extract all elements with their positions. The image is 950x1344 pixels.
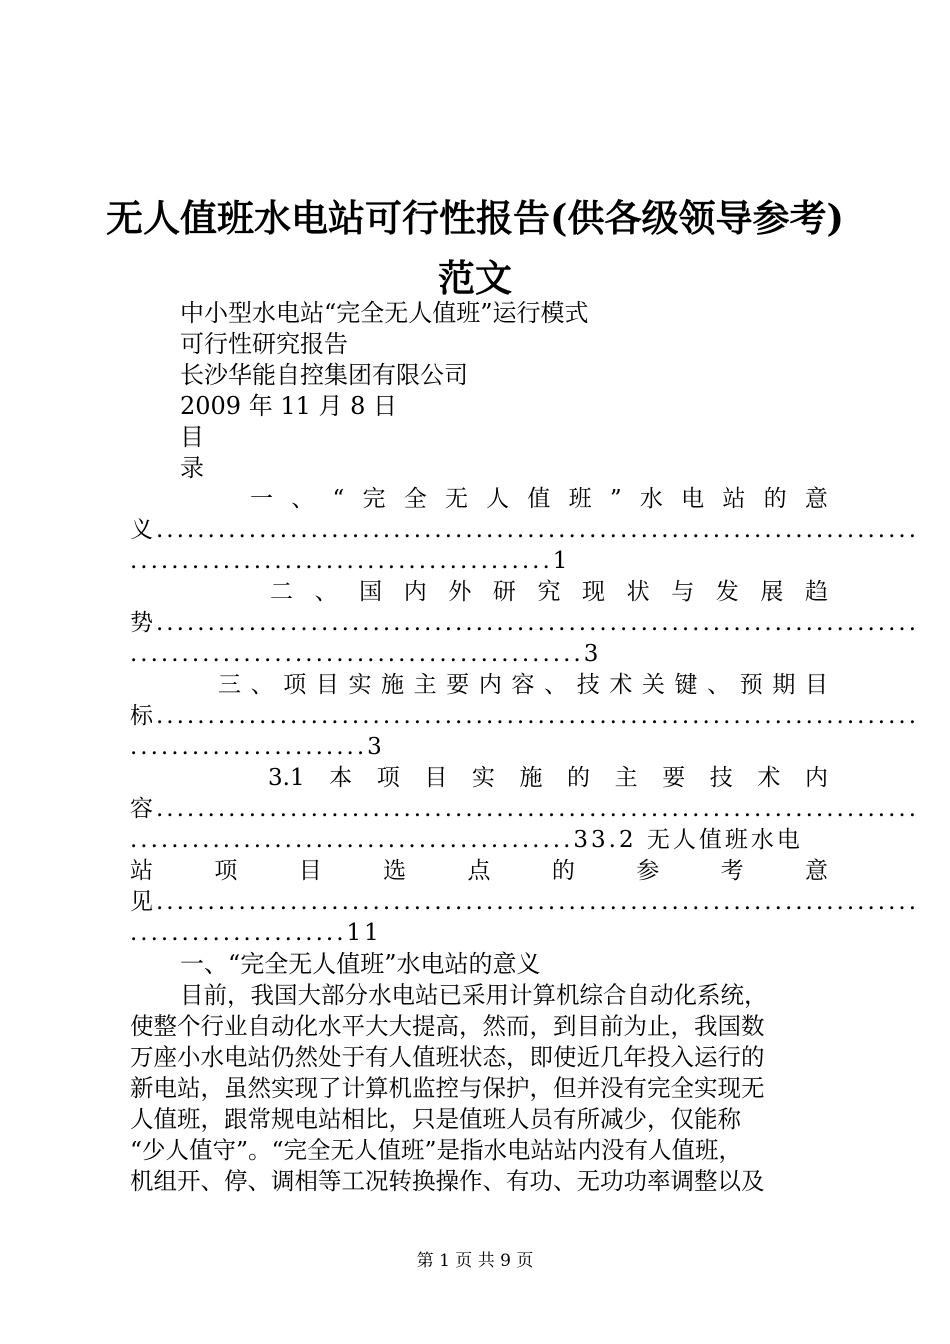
page-footer: 第 1 页 共 9 页 — [416, 1251, 534, 1271]
section-heading: 一、“完全无人值班”水电站的意义 — [180, 950, 541, 978]
subtitle-line-1: 中小型水电站“完全无人值班”运行模式 — [180, 299, 589, 327]
paragraph-line: 人值班，跟常规电站相比，只是值班人员有所减少，仅能称 — [130, 1105, 741, 1133]
toc-entry-5-page: 11 — [346, 920, 382, 946]
paragraph-line: 目前，我国大部分水电站已采用计算机综合自动化系统， — [180, 981, 768, 1009]
document-title-line-1: 无人值班水电站可行性报告(供各级领导参考) — [105, 196, 844, 240]
toc-entry-1[interactable]: 一 、 “ 完 全 无 人 值 班 ” 水 电 站 的 意 义.......................................................................... .........................................1 — [130, 486, 920, 574]
paragraph-line: 使整个行业自动化水平大大提高，然而，到目前为止，我国数 — [130, 1012, 765, 1040]
toc-heading-char-2: 录 — [180, 454, 204, 482]
company-name: 长沙华能自控集团有限公司 — [180, 361, 468, 389]
toc-entry-2[interactable]: 二 、 国 内 外 研 究 现 状 与 发 展 趋 势.......................................................................... ............................................3 — [130, 579, 920, 667]
subtitle-line-2: 可行性研究报告 — [180, 330, 348, 358]
paragraph-line: 万座小水电站仍然处于有人值班状态，即使近几年投入运行的 — [130, 1043, 765, 1071]
toc-entry-2-page: 3 — [583, 641, 602, 667]
paragraph-line: “少人值守”。“完全无人值班”是指水电站站内没有人值班， — [130, 1136, 743, 1164]
toc-entry-5[interactable]: 站 项 目 选 点 的 参 考 意 见.......................................................................... .....................11 — [130, 858, 920, 946]
paragraph-line: 新电站，虽然实现了计算机监控与保护，但并没有完全实现无 — [130, 1074, 765, 1102]
document-title-line-2: 范文 — [438, 256, 512, 300]
body-paragraph — [130, 980, 830, 1197]
toc-entry-4-page: 3 — [573, 827, 592, 853]
toc-entry-4[interactable]: 3.1 本 项 目 实 施 的 主 要 技 术 内 容.......................................................................... ...........................................33.2 无人值班水电 — [130, 765, 920, 853]
toc-entry-1-page: 1 — [552, 548, 571, 574]
toc-entry-3[interactable]: 三 、 项 目 实 施 主 要 内 容 、 技 术 关 键 、 预 期 目 标.......................................................................... .......................3 — [130, 672, 920, 760]
toc-entry-3-page: 3 — [367, 734, 385, 760]
report-date: 2009 年 11 月 8 日 — [180, 392, 398, 420]
toc-heading-char-1: 目 — [180, 423, 204, 451]
paragraph-line: 机组开、停、调相等工况转换操作、有功、无功功率调整以及 — [130, 1167, 765, 1195]
